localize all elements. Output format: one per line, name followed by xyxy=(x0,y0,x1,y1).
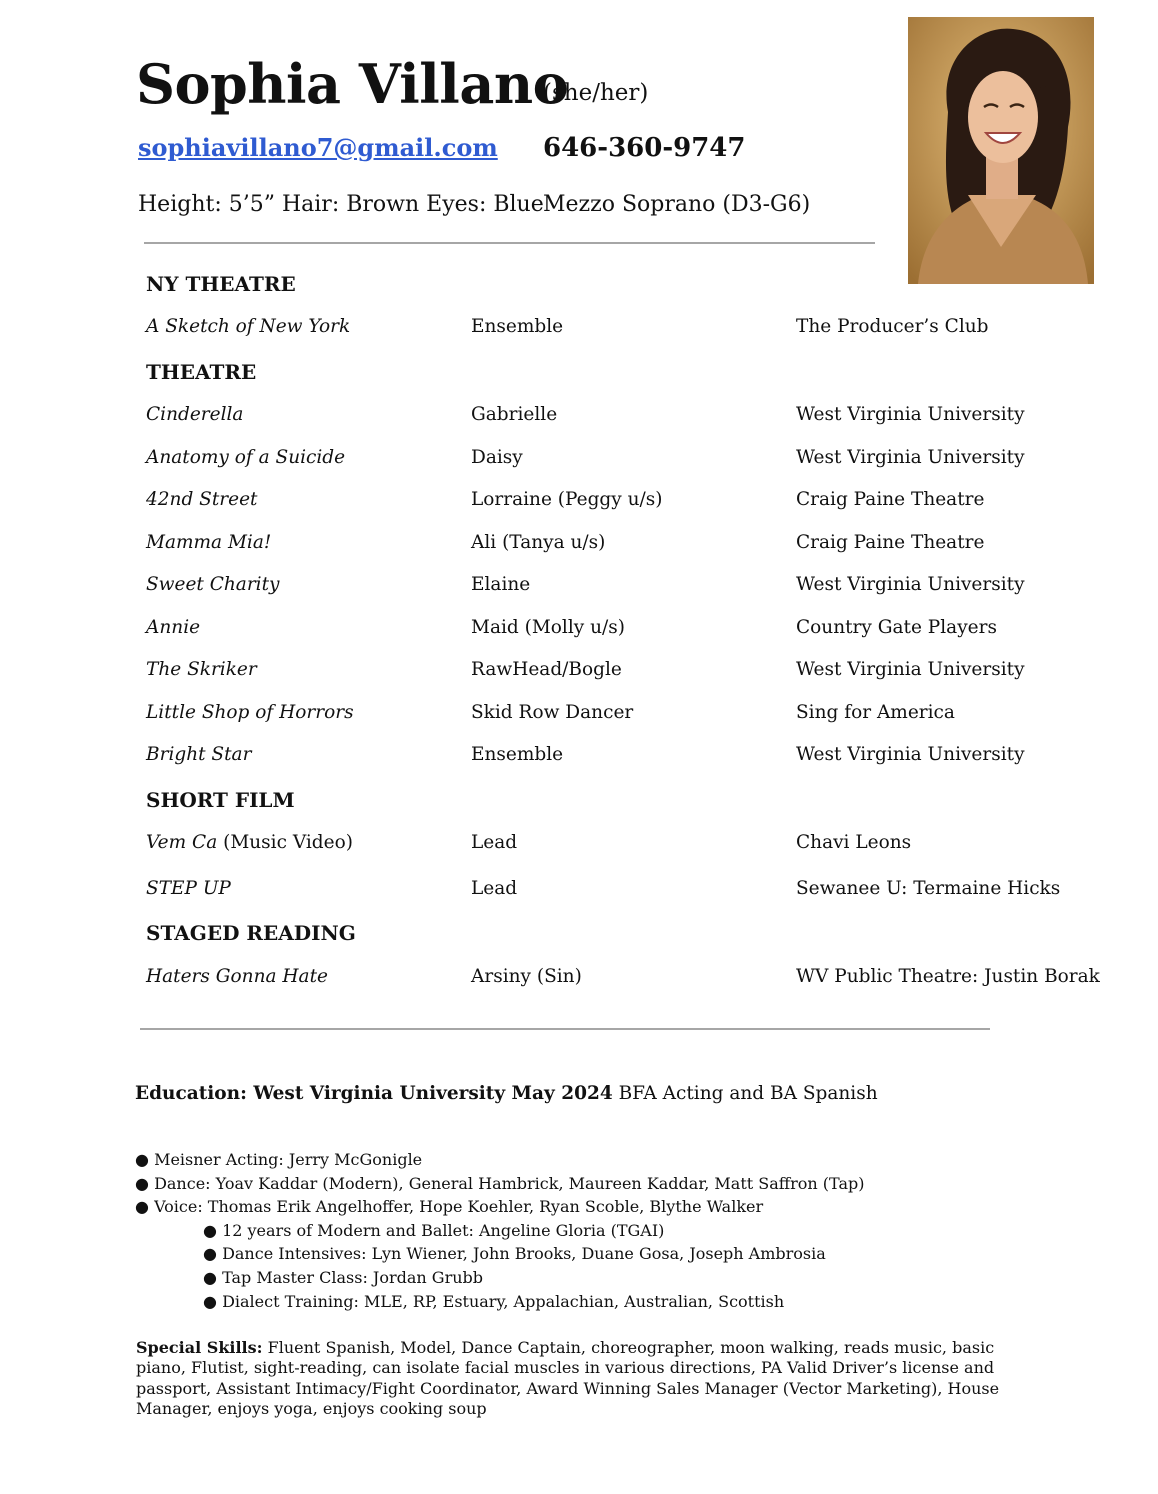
credit-row xyxy=(0,532,1158,560)
credit-row xyxy=(0,659,1158,687)
show-title: A Sketch of New York xyxy=(146,316,351,337)
credit-row xyxy=(0,878,1158,906)
venue: Country Gate Players xyxy=(796,617,997,638)
venue: WV Public Theatre: Justin Borak xyxy=(796,966,1100,987)
credit-row xyxy=(0,489,1158,517)
training-list xyxy=(135,1148,865,1313)
list-item: ● Tap Master Class: Jordan Grubb xyxy=(203,1267,484,1287)
show-title: Annie xyxy=(146,617,201,638)
role: Arsiny (Sin) xyxy=(471,966,582,987)
show-title: Little Shop of Horrors xyxy=(146,702,354,723)
credit-row xyxy=(0,404,1158,432)
education-line: Education: West Virginia University May 2024 BFA Acting and BA Spanish xyxy=(135,1083,878,1104)
venue: West Virginia University xyxy=(796,404,1025,425)
section-heading-ny-theatre: NY THEATRE xyxy=(146,272,296,296)
credit-row xyxy=(0,744,1158,772)
headshot-photo xyxy=(908,17,1094,284)
show-title: Haters Gonna Hate xyxy=(146,966,328,987)
header-divider xyxy=(144,242,875,244)
show-title: Bright Star xyxy=(146,744,252,765)
venue: West Virginia University xyxy=(796,574,1025,595)
voice-type: Mezzo Soprano (D3-G6) xyxy=(543,192,811,217)
special-skills: Special Skills: Fluent Spanish, Model, Dance Captain, choreographer, moon walking, reads music, basic piano, Flutist, sight-reading, can isolate facial muscles in various directions, PA Valid Driver’s license and passport, Assistant Intimacy/Fight Coordinator, Award Winning Sales Manager (Vector Marketing), House Manager, enjoys yoga, enjoys cooking soup xyxy=(136,1338,1000,1419)
credit-row xyxy=(0,574,1158,602)
list-item: ● Dance: Yoav Kaddar (Modern), General Hambrick, Maureen Kaddar, Matt Saffron (Tap) xyxy=(135,1173,865,1193)
list-item: ● Dance Intensives: Lyn Wiener, John Brooks, Duane Gosa, Joseph Ambrosia xyxy=(203,1244,826,1264)
credit-row xyxy=(0,832,1158,860)
role: Skid Row Dancer xyxy=(471,702,634,723)
venue: The Producer’s Club xyxy=(796,316,989,337)
list-item: ● Meisner Acting: Jerry McGonigle xyxy=(135,1150,423,1169)
credit-row xyxy=(0,447,1158,475)
role: Lead xyxy=(471,832,518,853)
list-item: ● 12 years of Modern and Ballet: Angeline Gloria (TGAI) xyxy=(203,1220,665,1240)
physical-stats: Height: 5’5” Hair: Brown Eyes: Blue xyxy=(138,192,544,217)
venue: Sewanee U: Termaine Hicks xyxy=(796,878,1061,899)
role: Elaine xyxy=(471,574,531,595)
section-heading-staged-reading: STAGED READING xyxy=(146,921,356,945)
show-title: Mamma Mia! xyxy=(146,532,272,553)
venue: West Virginia University xyxy=(796,659,1025,680)
credit-row xyxy=(0,702,1158,730)
show-title: 42nd Street xyxy=(146,489,258,510)
role: Gabrielle xyxy=(471,404,558,425)
section-heading-theatre: THEATRE xyxy=(146,360,257,384)
show-title: Sweet Charity xyxy=(146,574,280,595)
venue: Chavi Leons xyxy=(796,832,912,853)
show-title: The Skriker xyxy=(146,659,257,680)
role: Ensemble xyxy=(471,316,564,337)
list-item: ● Dialect Training: MLE, RP, Estuary, Appalachian, Australian, Scottish xyxy=(203,1291,785,1311)
role: Daisy xyxy=(471,447,523,468)
venue: Craig Paine Theatre xyxy=(796,489,985,510)
phone-number: 646-360-9747 xyxy=(543,133,746,163)
credit-row xyxy=(0,966,1158,994)
role: Lead xyxy=(471,878,518,899)
show-title: Vem Ca (Music Video) xyxy=(146,832,353,853)
email-link[interactable]: sophiavillano7@gmail.com xyxy=(138,133,498,162)
section-heading-short-film: SHORT FILM xyxy=(146,788,295,812)
show-title: STEP UP xyxy=(146,878,231,899)
venue: Craig Paine Theatre xyxy=(796,532,985,553)
role: Maid (Molly u/s) xyxy=(471,617,625,638)
section-divider xyxy=(140,1028,990,1030)
page-title: Sophia Villano xyxy=(136,52,569,116)
credit-row xyxy=(0,617,1158,645)
venue: West Virginia University xyxy=(796,447,1025,468)
venue: West Virginia University xyxy=(796,744,1025,765)
show-title: Cinderella xyxy=(146,404,244,425)
venue: Sing for America xyxy=(796,702,955,723)
list-item: ● Voice: Thomas Erik Angelhoffer, Hope Koehler, Ryan Scoble, Blythe Walker xyxy=(135,1197,764,1217)
role: Ali (Tanya u/s) xyxy=(471,532,606,553)
show-title: Anatomy of a Suicide xyxy=(146,447,346,468)
role: RawHead/Bogle xyxy=(471,659,622,680)
role: Ensemble xyxy=(471,744,564,765)
pronouns: (she/her) xyxy=(543,80,649,106)
role: Lorraine (Peggy u/s) xyxy=(471,489,663,510)
credit-row xyxy=(0,316,1158,344)
